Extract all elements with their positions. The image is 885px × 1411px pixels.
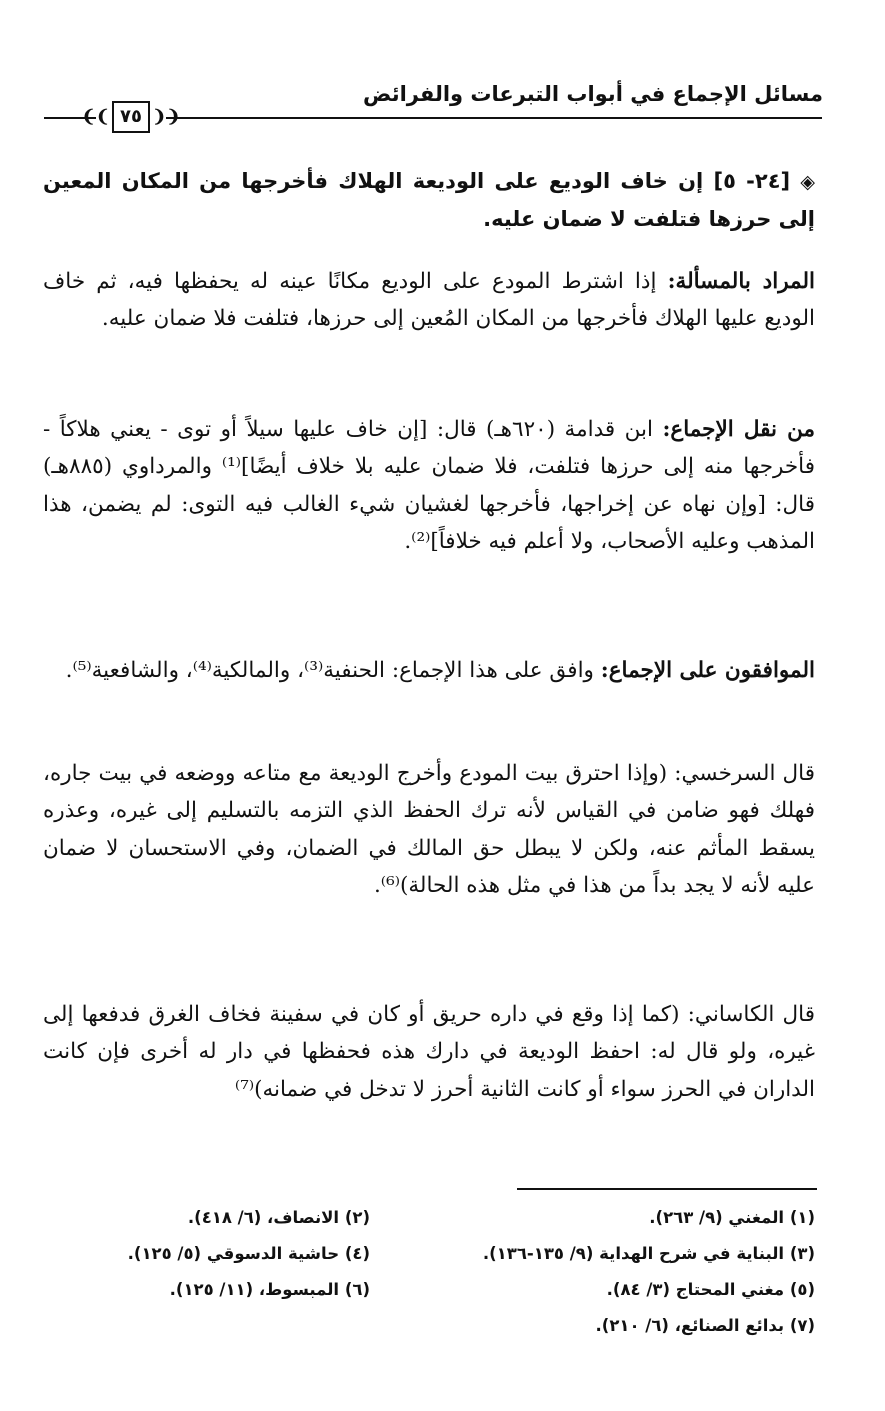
footnote-6: (٦) المبسوط، (١١/ ١٢٥). — [169, 1280, 370, 1299]
page-number: ٧٥ — [112, 101, 150, 133]
ornament-left: ❨❨ — [81, 106, 111, 127]
meaning-paragraph — [43, 263, 815, 338]
meaning-text: إذا اشترط المودع على الوديع مكانًا عينه له يحفظها فيه، ثم خاف الوديع عليها الهلاك فأخرجها من المكان المُعين إلى حرزها، فتلفت فلا ضمان عليه. — [43, 269, 815, 332]
footnote-2: (٢) الانصاف، (٦/ ٤١٨). — [187, 1208, 370, 1227]
transmitters-text: ابن قدامة (٦٢٠هـ) قال: [إن خاف عليها سيلاً أو توى - يعني هلاكاً - فأخرجها منه إلى حرزها فتلفت، فلا ضمان عليه بلا خلاف أيضًا]⁽¹⁾ والمرداوي (٨٨٥هـ) قال: [وإن نهاه عن إخراجها، فأخرجها لغشيان شيء الغالب فيه التوى: لم يضمن، هذا المذهب وعليه الأصحاب، ولا أعلم فيه خلافاً]⁽²⁾. — [43, 417, 816, 555]
transmitters-lead: من نقل الإجماع: — [662, 417, 815, 442]
footnote-rule — [517, 1188, 817, 1190]
footnote-5: (٥) مغني المحتاج (٣/ ٨٤). — [606, 1280, 815, 1299]
sarakhsi-paragraph: قال السرخسي: (وإذا احترق بيت المودع وأخرج الوديعة مع متاعه ووضعه في بيت جاره، فهلك فهو ضامن في القياس لأنه ترك الحفظ الذي التزمه بالتسليم إلى غيره، وعذره يسقط المأثم عنه، ولكن لا يبطل حق المالك في الضمان، وفي الاستحسان لا ضمان عليه لأنه لا يجد بداً من هذا في مثل هذه الحالة)⁽⁶⁾. — [43, 761, 815, 899]
agreeing-text: وافق على هذا الإجماع: الحنفية⁽³⁾، والمالكية⁽⁴⁾، والشافعية⁽⁵⁾. — [65, 658, 594, 683]
meaning-lead: المراد بالمسألة: — [667, 269, 816, 294]
footnote-4: (٤) حاشية الدسوقي (٥/ ١٢٥). — [127, 1244, 370, 1263]
kasani-paragraph: قال الكاساني: (كما إذا وقع في داره حريق أو كان في سفينة فخاف الغرق فدفعها إلى غيره، ولو قال له: احفظ الوديعة في دارك هذه فحفظها في دار له أخرى فإن كانت الداران في الحرز سواء أو كانت الثانية أحرز لا تدخل في ضمانه)⁽⁷⁾ — [43, 1002, 815, 1102]
footnote-3: (٣) البناية في شرح الهداية (٩/ ١٣٥-١٣٦). — [482, 1244, 815, 1263]
diamond-bullet-icon: ◈ — [800, 171, 816, 193]
agreeing-paragraph — [43, 652, 815, 689]
page-number-ornament — [81, 98, 181, 136]
ornament-right: ❩❩ — [152, 106, 181, 127]
issue-text: إن خاف الوديع على الوديعة الهلاك فأخرجها من المكان المعين إلى حرزها فتلفت لا ضمان عليه. — [43, 169, 815, 231]
transmitters-paragraph — [43, 411, 815, 561]
issue-heading — [43, 163, 815, 238]
footnote-1: (١) المغني (٩/ ٢٦٣). — [649, 1208, 815, 1227]
issue-number: [٢٤- ٥] — [713, 169, 791, 193]
running-title: مسائل الإجماع في أبواب التبرعات والفرائض — [363, 82, 823, 106]
agreeing-lead: الموافقون على الإجماع: — [600, 658, 815, 683]
footnote-7: (٧) بدائع الصنائع، (٦/ ٢١٠). — [595, 1316, 815, 1335]
